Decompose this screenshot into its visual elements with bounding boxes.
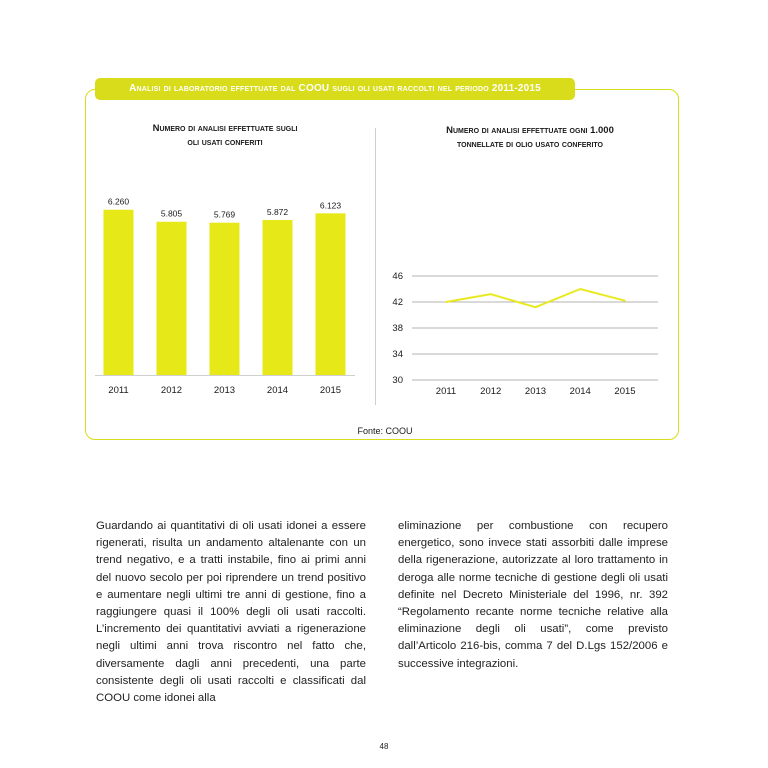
bar-2013 bbox=[210, 223, 240, 375]
x-tick-label-2013: 2013 bbox=[524, 386, 547, 397]
y-tick-label-42: 42 bbox=[392, 297, 403, 308]
paragraph-left: Guardando ai quantitativi di oli usati idonei a essere rigenerati, risulta un andamento altalenante con un trend negativo, e a tratti instabile, fino ai primi anni del nuovo secolo per poi riprendere un trend positivo e aumentare negli ultimi tre anni di gestione, fino a raggiungere quasi il 100% degli oli usati raccolti. L’incremento dei quantitativi avviati a rigenerazione negli ultimi anni trova riscontro nel fatto che, diversamente dagli anni precedenti, una parte consistente degli oli usati raccolti e classificati dal COOU come idonei alla bbox=[96, 520, 366, 705]
x-tick-label-2012: 2012 bbox=[160, 385, 183, 396]
chart-divider bbox=[375, 128, 376, 405]
chart-source: Fonte: COOU bbox=[357, 426, 413, 436]
bar-value-label-2011: 6.260 bbox=[107, 196, 130, 207]
point-2013 bbox=[535, 306, 537, 308]
y-tick-label-34: 34 bbox=[392, 349, 403, 360]
bar-value-label-2013: 5.769 bbox=[213, 209, 236, 220]
line-chart-title bbox=[405, 124, 655, 152]
x-tick-label-2011: 2011 bbox=[435, 386, 457, 397]
x-tick-label-2011: 2011 bbox=[108, 385, 129, 396]
bar-2014 bbox=[263, 220, 293, 375]
bar-value-label-2014: 5.872 bbox=[266, 206, 289, 217]
point-2015 bbox=[624, 300, 626, 302]
line-chart-title-line2: tonnellate di olio usato conferito bbox=[456, 139, 604, 150]
bar-2012 bbox=[157, 222, 187, 375]
x-tick-label-2013: 2013 bbox=[213, 385, 236, 396]
point-2011 bbox=[445, 301, 447, 303]
x-tick-label-2015: 2015 bbox=[614, 386, 636, 397]
bar-value-label-2015: 6.123 bbox=[319, 200, 342, 211]
line-chart-title-line1: Numero di analisi effettuate ogni 1.000 bbox=[446, 125, 614, 136]
y-tick-label-30: 30 bbox=[392, 375, 403, 386]
panel-title: Analisi di laboratorio effettuate dal COOU sugli oli usati raccolti nel periodo 2011-2015 bbox=[95, 78, 575, 100]
x-tick-label-2014: 2014 bbox=[266, 385, 289, 396]
y-tick-label-46: 46 bbox=[392, 271, 403, 282]
bar-chart-title-line1: Numero di analisi effettuate sugli bbox=[152, 123, 298, 134]
point-2014 bbox=[579, 288, 581, 290]
x-tick-label-2015: 2015 bbox=[319, 385, 342, 396]
page-number: 48 bbox=[379, 742, 389, 751]
bar-chart bbox=[90, 145, 360, 405]
series-line bbox=[446, 289, 625, 307]
bar-2015 bbox=[316, 213, 346, 375]
y-tick-label-38: 38 bbox=[392, 323, 403, 334]
x-tick-label-2014: 2014 bbox=[569, 386, 591, 397]
line-chart bbox=[385, 265, 670, 405]
x-tick-label-2012: 2012 bbox=[480, 386, 502, 397]
bar-chart-title-line2: oli usati conferiti bbox=[187, 137, 263, 148]
paragraph-right: eliminazione per combustione con recupero energetico, sono invece stati assorbiti dalle imprese della rigenerazione, autorizzate al loro trattamento in deroga alle norme tecniche di gestione degli oli usati definite nel Decreto Ministeriale del 1996, nr. 392 “Regolamento recante norme tecniche relative alla eliminazione degli oli usati”, come previsto dall’Articolo 216-bis, comma 7 del D.Lgs 152/2006 e successive integrazioni. bbox=[398, 520, 668, 670]
bar-2011 bbox=[104, 210, 134, 375]
bar-value-label-2012: 5.805 bbox=[160, 208, 183, 219]
point-2012 bbox=[490, 293, 492, 295]
